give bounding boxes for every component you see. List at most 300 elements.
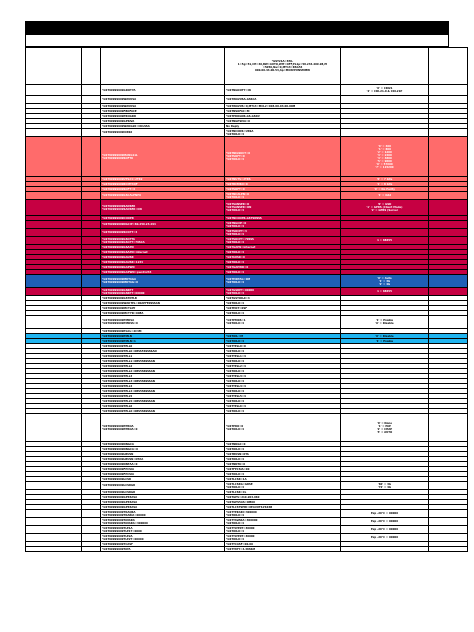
command-text: *GST99999999PPROA (102, 424, 134, 428)
command-text: *GST99999999COOPR (102, 216, 134, 220)
response-text: *GSTOK-X=4 (226, 250, 244, 254)
response-text: *GSTOK-X=4 (226, 349, 244, 353)
command-text: *GST99999999TELL6 (102, 404, 133, 408)
command-text: *GST99999999IO6S6 (102, 131, 133, 134)
command-text: *GST99999999TELL3 (102, 374, 133, 378)
cell-col-a (26, 510, 82, 518)
note-text: Exp -20°C = 00000 (370, 536, 399, 539)
table-row (26, 414, 468, 442)
command-text: *GST99999999NNGCA (102, 442, 134, 446)
command-text: *GST99999999UTS24=2TR2 (102, 177, 143, 181)
command-text: *GST99999999GAUSR (102, 255, 134, 259)
command-cell (101, 547, 225, 552)
cell-col-a (26, 96, 82, 104)
command-text: *GST99999999PPROA=0 (102, 427, 138, 431)
command-text: *GST99999999LCSR (102, 477, 132, 481)
cell-col-a (26, 221, 82, 229)
cell-col-f (429, 414, 468, 442)
notes-cell (341, 288, 429, 296)
note-text: '1' = 3G (378, 279, 391, 283)
cell-col-f (429, 534, 468, 542)
note-text: '1' = 800 (378, 147, 391, 151)
response-text: *GSTNGDOTY=IN (226, 88, 251, 92)
response-text: *GSTGPS=210.203.960 (226, 495, 260, 499)
response-cell (225, 229, 341, 237)
response-text: =5050,Nw=0,MT13=RSCA5 (262, 66, 303, 69)
table-row (26, 547, 468, 552)
cell-col-f (429, 137, 468, 177)
cell-col-f (429, 288, 468, 296)
command-text: *GST99999999PMLN=1 (102, 339, 136, 343)
table-row (26, 482, 468, 490)
cell-col-f (429, 510, 468, 518)
response-cell (225, 275, 341, 288)
command-text: *GST99999999GSTNTLB (102, 296, 137, 300)
note-text: '4' = 4800 (377, 156, 392, 160)
command-text: *GST99999999MDTAGA (102, 278, 137, 281)
cell-col-b (82, 518, 101, 526)
command-text: *GST99999999FBOFACE (102, 109, 137, 113)
response-text: *GSTAUSR=0 (226, 255, 245, 259)
response-text: *GSTOK-X=4 (226, 224, 244, 228)
response-text: *GSTOK-X=4 (226, 389, 244, 393)
table-row (26, 288, 468, 296)
note-text: '1' = Enable (375, 319, 394, 322)
command-text: *GST99999999GSRPT (102, 288, 134, 292)
command-text: *GST99999999GPSIVA (102, 119, 135, 123)
response-text: *GSTSOCPT=3 (226, 229, 247, 233)
response-text: *GSTOK-X=4 (226, 232, 244, 236)
note-text: '6' = 57600 (376, 162, 393, 166)
response-cell (225, 129, 341, 137)
table-row (26, 526, 468, 534)
response-text: *GSTOK-X=4 (226, 270, 244, 274)
cell-col-b (82, 129, 101, 137)
command-text: *GST99999999TELL4=0BS5SSSSSAN (102, 389, 155, 393)
command-text: *GST99999999TELL2=0BS5SSSSSAN (102, 369, 155, 373)
response-text: *GSTOK-X=4 (226, 472, 244, 476)
response-text: *GSTGAPWD=0 (226, 265, 249, 269)
note-text: '2' = GPRS (Server (371, 209, 398, 212)
note-text: '2' = 4G (378, 282, 391, 286)
response-text: *GSTTELL6=4 (226, 404, 246, 408)
command-text: *GST99999999GAUSR=1234 (102, 260, 143, 264)
response-text: *GSTWAVUSA-GSSCA (226, 98, 257, 101)
note-text: '0' = Disable (375, 322, 394, 325)
response-cell (225, 85, 341, 96)
response-text: *GSTSANSER=O (226, 203, 250, 206)
response-text: *GSTRCMSO=0 (226, 182, 248, 186)
note-text: 1 = 68655 (377, 290, 392, 293)
cell-col-f (429, 85, 468, 96)
table-row (26, 237, 468, 245)
cell-col-f (429, 221, 468, 229)
response-text: *GSTLCSR=CL (226, 490, 247, 494)
note-text: '1' = Enable (375, 339, 394, 343)
cell-col-a (26, 316, 82, 329)
notes-cell (341, 129, 429, 137)
response-text: No Reply (226, 124, 240, 128)
notes-cell (341, 316, 429, 329)
command-cell (101, 288, 225, 296)
command-text: *GST99999999TLE2T=00000 (102, 537, 144, 541)
cell-col-b (82, 237, 101, 245)
notes-cell (341, 96, 429, 104)
command-text: *GST99999999TELL6=0BS5SSSSSAN (102, 409, 155, 413)
command-text: *GST99999999TLE2A (102, 534, 133, 538)
note-text: '0' = None (377, 421, 392, 425)
note-text: '0' = Disable (375, 334, 394, 338)
command-text: *GST99999999FPCSIA (102, 472, 135, 476)
command-cell (101, 85, 225, 96)
notes-cell (341, 48, 429, 85)
response-text: *GSTOK-X=4 (226, 447, 244, 451)
response-text: *GSTTAYY=4.38SSM (226, 547, 256, 551)
command-text: *GST99999999SANSER (102, 204, 136, 208)
table-row (26, 129, 468, 137)
note-text: '1' = Odd (377, 194, 392, 197)
response-text: *GSTOK-X=4 (226, 158, 244, 161)
response-cell (225, 48, 341, 85)
note-text: '0' = 400 (378, 144, 391, 148)
header-spacer (25, 35, 449, 47)
command-cell (101, 221, 225, 229)
note-text: Exp -20°C = 00000 (370, 520, 399, 523)
command-text: *GST99999999LBUSN=DTAA (102, 457, 144, 461)
cell-col-b (82, 229, 101, 237)
cell-col-b (82, 482, 101, 490)
cell-col-f (429, 48, 468, 85)
response-text: *GSTOK-X=4 (226, 209, 244, 212)
response-cell (225, 482, 341, 490)
response-text: *GSTOK-X=4 (226, 529, 244, 533)
response-text: *GSTGSRPT=00000 (226, 288, 254, 292)
response-text: *GSTOK-X=4 (226, 281, 244, 284)
command-text: *GST99999999LBUSN (102, 452, 134, 456)
command-text: *GST99999999WAVUSA (102, 104, 137, 108)
table-row (26, 48, 468, 85)
header-bar (25, 21, 449, 35)
command-cell (101, 200, 225, 216)
cell-col-f (429, 200, 468, 216)
notes-cell (341, 192, 429, 200)
response-text: *GSTOK-X=4 (226, 369, 244, 373)
cell-col-a (26, 137, 82, 177)
command-text: *GST99999999GPS5ASA (102, 500, 138, 504)
response-text: *GSTSOFT=0 (226, 155, 245, 158)
response-text: *GSTTELL5=4 (226, 394, 246, 398)
cell-col-f (429, 237, 468, 245)
command-text: *GST99999999TELL1 (102, 354, 133, 358)
table-row (26, 192, 468, 200)
response-text: *GSTMCT=0SF (226, 306, 247, 310)
cell-col-a (26, 48, 82, 85)
response-cell (225, 534, 341, 542)
command-cell (101, 518, 225, 526)
command-text: *GST99999999TCASF (102, 542, 133, 546)
table-row (26, 316, 468, 329)
command-text: *GST99999999TAVARA (102, 518, 135, 522)
cell-col-a (26, 200, 82, 216)
response-text: *GSTTELL3=4 (226, 374, 246, 378)
response-cell (225, 200, 341, 216)
response-text: *GSTBUSN=0TA (226, 452, 249, 456)
command-text: *GST99999999MDTAG=0 (102, 281, 138, 284)
command-text: *GST99999999TELL2 (102, 364, 133, 368)
command-text: *GST99999999GSCALPNP0 (102, 194, 141, 197)
command-text: *GST99999999PMDSA (102, 319, 135, 322)
command-text: *GST99999999TELL5=0BS5SSSSSAN (102, 399, 155, 403)
note-text: '2' = CHAP (376, 427, 393, 431)
cell-col-f (429, 192, 468, 200)
response-cell (225, 510, 341, 518)
cell-col-b (82, 200, 101, 216)
response-text: *GSTOK-=M (226, 334, 243, 338)
cell-col-f (429, 547, 468, 552)
note-text: '60' = 3G (377, 482, 392, 486)
note-text: '2' = 1200 (377, 150, 392, 154)
note-text: '0' = Auto (377, 276, 392, 280)
note-text: '0' = No Parity (374, 187, 395, 191)
response-text: *GSTOK-X=4 (226, 513, 244, 517)
table-row (26, 85, 468, 96)
response-cell (225, 316, 341, 329)
response-cell (225, 221, 341, 229)
command-cell (101, 137, 225, 177)
cell-col-f (429, 275, 468, 288)
cell-col-a (26, 85, 82, 96)
cell-col-f (429, 96, 468, 104)
cell-col-a (26, 414, 82, 442)
command-text: *GST99999999NGCIP=80.250.23.294 (102, 223, 156, 226)
table-row (26, 518, 468, 526)
notes-cell (341, 237, 429, 245)
response-text: *GSTNGCIP=0 (226, 221, 247, 225)
notes-cell (341, 221, 429, 229)
command-text: *GST99999999MCTLDY (102, 306, 136, 310)
response-text: *GSTNNGC=0 (226, 442, 246, 446)
response-cell (225, 414, 341, 442)
cell-col-a (26, 275, 82, 288)
command-text: *GST99999999TELL5 (102, 394, 133, 398)
response-text: *GSTOK-X=4 (226, 359, 244, 363)
notes-cell (341, 275, 429, 288)
note-text: Exp -20°C = 00000 (370, 528, 399, 531)
command-text: *GST99999999PMDSS=0 (102, 322, 138, 325)
table-row (26, 510, 468, 518)
cell-col-a (26, 526, 82, 534)
response-text: *GSTOK-X=4 (226, 195, 244, 199)
note-text: '5' = 9600 (377, 159, 392, 163)
command-cell (101, 526, 225, 534)
note-text: Exp -20°C = 00000 (370, 512, 399, 515)
command-text: *GST99999999PROGDR (102, 114, 136, 118)
response-text: *GSTOK-X=4 (226, 521, 244, 525)
command-text: *GST99999999TLE1A (102, 526, 133, 530)
note-text: '72' = 4G (377, 485, 392, 489)
cell-col-a (26, 288, 82, 296)
cell-col-f (429, 518, 468, 526)
response-text: *GSTNCOOPR-GSTSNSSS (226, 216, 262, 220)
note-text: 1 = 68655 (377, 239, 392, 242)
response-text: *GSTPROGDR-GS-GSD# (226, 114, 260, 118)
command-text: *GST99999999GSCPT=79SCA (102, 240, 145, 244)
response-text: *GSTTELL0=0 (226, 344, 246, 348)
cell-col-a (26, 129, 82, 137)
note-text: '3' = AUTO (376, 430, 393, 434)
response-text: *GSTOK-X=4 (226, 132, 244, 136)
cell-col-b (82, 192, 101, 200)
response-text: *GSTOK-X=4 (226, 379, 244, 383)
command-text: *GST99999999TAVARA=300000 (102, 521, 148, 525)
command-cell (101, 48, 225, 85)
response-text: *GSTPRO=0 (226, 424, 244, 428)
table-row (26, 200, 468, 216)
response-text: *GSTGPS5AS=0M00 (226, 500, 255, 504)
table-row (26, 96, 468, 104)
note-text: '3' = 2400 (377, 153, 392, 157)
response-text: 1=5g=51,CH=40,BW=AUTO,WIT=OFF,PL1p=58.234.209.98,PI (237, 63, 328, 66)
command-text: *GST99999999MCTYD=00EA (102, 311, 144, 315)
cell-col-b (82, 221, 101, 229)
response-text: *GSTOK-X=4 (226, 537, 244, 541)
command-cell (101, 534, 225, 542)
response-text: *GSTTLTE0T=30000 (226, 526, 255, 530)
table-row (26, 229, 468, 237)
response-text: *GSTOK-X=4 (226, 409, 244, 413)
command-text: *GST99999999GAPWD (102, 265, 135, 269)
command-table (25, 47, 468, 552)
notes-cell (341, 414, 429, 442)
response-cell (225, 137, 341, 177)
command-text: *GST99999999GSAPN (102, 245, 134, 249)
command-text: *GST99999999SOFT0 (102, 156, 133, 160)
response-text: *GSTNUTS=2TRS (226, 177, 251, 181)
response-text: *GSTOK-X=4 (226, 311, 244, 315)
cell-col-f (429, 526, 468, 534)
command-cell (101, 275, 225, 288)
response-text: *GSTOK-X=4 (226, 260, 244, 264)
response-text: *GSTOK-X=4 (226, 485, 244, 489)
response-text: *GSTOK-X=4 (226, 301, 244, 305)
command-text: *GST99999999TAYA (102, 547, 131, 551)
response-text: *GSTPMDS=1 (226, 319, 246, 322)
command-cell (101, 192, 225, 200)
cell-col-a (26, 237, 82, 245)
response-text: *GSTTAVARA=300000 (226, 518, 258, 522)
cell-col-a (26, 547, 82, 552)
cell-col-b (82, 414, 101, 442)
command-text: *GST99999999GSCPTA (102, 237, 135, 241)
response-text: *GSTLCSR=1A (226, 477, 247, 481)
response-cell (225, 547, 341, 552)
command-cell (101, 316, 225, 329)
command-cell (101, 96, 225, 104)
response-text: *GSTWAVUS=0,MT13=MCL2=003.00.03.00.00M (226, 104, 296, 108)
response-text: *GSTOK-X=4 (226, 291, 244, 295)
cell-col-a (26, 229, 82, 237)
response-text: *GSTLCSRG=GRSE (226, 482, 253, 486)
response-text: *GSTOK-X=4 (226, 457, 244, 461)
response-text: *GSTTCASF=00.00 (226, 542, 253, 546)
note-text: '0' = 7 bits (376, 177, 393, 181)
command-cell (101, 482, 225, 490)
command-text: *GST99999999GSAPN=internet (102, 250, 148, 254)
response-text: *GSTOK-X=4 (226, 339, 244, 343)
note-text: '0' = GSD (377, 203, 392, 206)
response-text: *GSTTELL2=4 (226, 364, 246, 368)
response-text: 000.00.44.00.53,Ap=MON!PUNSMMW (254, 69, 311, 72)
command-text: *GST99999999TKAQRA (102, 510, 136, 514)
cell-col-b (82, 96, 101, 104)
notes-cell (341, 510, 429, 518)
response-text: *GSTOK-X=4 (226, 240, 244, 244)
response-text: *GSTNSOFAC=M (226, 109, 250, 113)
notes-cell (341, 518, 429, 526)
command-text: *GST99999999TLE1T=0000 (102, 529, 142, 533)
cell-col-f (429, 482, 468, 490)
command-text: *GST99999999PMLN (102, 334, 132, 338)
command-text: *GST99999999GDOTYA (102, 88, 136, 92)
command-text: *GST99999999WANG20=CDLSSA (102, 124, 150, 128)
command-text: *GST99999999TELL4 (102, 384, 133, 388)
notes-cell (341, 534, 429, 542)
command-text: *GST99999999MANG11L (102, 153, 138, 157)
cell-col-b (82, 534, 101, 542)
command-cell (101, 510, 225, 518)
response-cell (225, 192, 341, 200)
command-text: *GST99999999LCSRGR (102, 490, 136, 494)
command-text: *GST99999999TELL3=0BS5SSSSSAN (102, 379, 155, 383)
response-text: *GST21A=STA- (271, 60, 294, 63)
command-text: *GST99999999GPS5ASA (102, 505, 138, 509)
response-text: *GSTTLTE0T=30000 (226, 534, 255, 538)
command-text: *GST99999999GAPWD=pwrd1234 (102, 270, 152, 274)
cell-col-f (429, 316, 468, 329)
response-text: *GSTLCSTSPBI=6EA#0TS#SX4B (226, 505, 273, 509)
cell-col-a (26, 534, 82, 542)
command-text: *GST99999999GSRPT=00000 (102, 291, 145, 295)
response-text: *GSTOK-X=4 (226, 399, 244, 403)
response-text: *GSTFPCSIA=00 (226, 467, 250, 471)
response-text: *GSTTELL1=4 (226, 354, 246, 358)
spreadsheet (25, 21, 449, 552)
note-text: '0' = CDI21 (376, 87, 393, 90)
table-row (26, 137, 468, 177)
command-text: *GST99999999PGCL=2C4M (102, 329, 142, 333)
cell-col-a (26, 482, 82, 490)
response-cell (225, 237, 341, 245)
cell-col-f (429, 229, 468, 237)
note-text: '7' = 115200 (375, 165, 394, 169)
response-text: *GSTGSTOK-X=4 (226, 296, 250, 300)
cell-col-b (82, 85, 101, 96)
notes-cell (341, 482, 429, 490)
response-text: *GSTOK-X=4 (226, 427, 244, 431)
command-text: *GST99999999GPS5ASA (102, 495, 138, 499)
response-text: *GSTNIGSDCT=0 (226, 152, 251, 155)
response-text: *GSTTELL4=4 (226, 384, 246, 388)
notes-cell (341, 137, 429, 177)
cell-col-b (82, 510, 101, 518)
table-row (26, 221, 468, 229)
command-text: *GST99999999NNTAA=0 (102, 462, 138, 466)
command-text: *GST99999999NNGCA=0 (102, 447, 138, 451)
command-cell (101, 237, 225, 245)
cell-col-b (82, 48, 101, 85)
command-text: *GST99999999LCSRGR (102, 484, 136, 487)
response-text: *GSTMDTAG=0M (226, 278, 251, 281)
